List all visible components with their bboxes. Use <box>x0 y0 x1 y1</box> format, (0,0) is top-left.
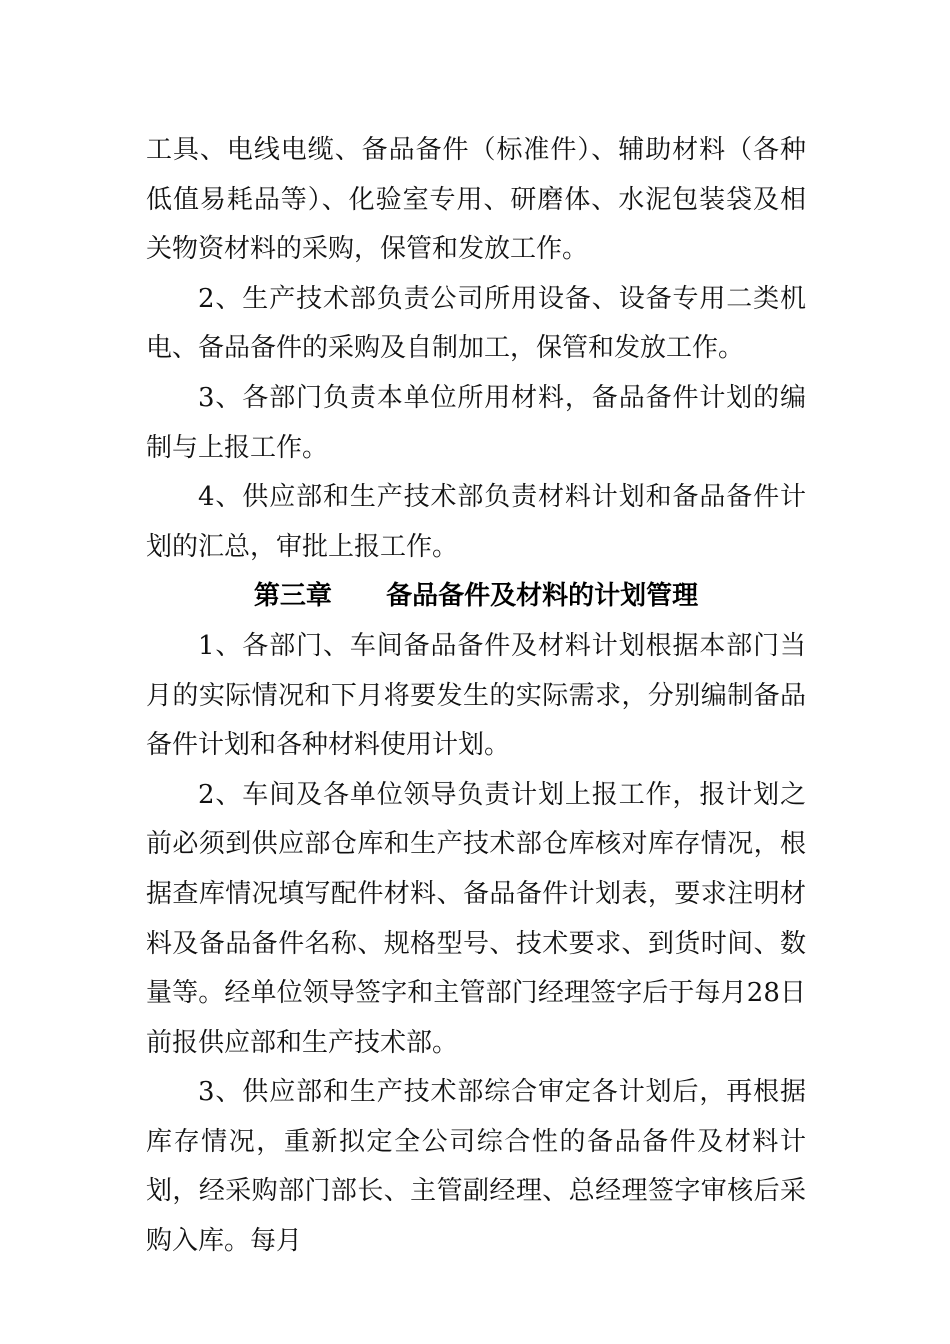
paragraph-continuation: 工具、电线电缆、备品备件（标准件）、辅助材料（各种低值易耗品等）、化验室专用、研磨体、水泥包装袋及相关物资材料的采购，保管和发放工作。 <box>146 135 806 265</box>
chapter3-paragraph-2: 2、车间及各单位领导负责计划上报工作，报计划之前必须到供应部仓库和生产技术部仓库核对库存情况，根据查库情况填写配件材料、备品备件计划表，要求注明材料及备品备件名称、规格型号、技术要求、到货时间、数量等。经单位领导签字和主管部门经理签字后于每月28日前报供应部和生产技术部。 <box>146 779 806 1058</box>
paragraph-item-4: 4、供应部和生产技术部负责材料计划和备品备件计划的汇总，审批上报工作。 <box>146 482 806 562</box>
chapter3-paragraph-1: 1、各部门、车间备品备件及材料计划根据本部门当月的实际情况和下月将要发生的实际需求，分别编制备品备件计划和各种材料使用计划。 <box>146 630 806 761</box>
document-body <box>146 126 806 1267</box>
chapter-heading: 第三章 备品备件及材料的计划管理 <box>253 581 699 612</box>
chapter3-paragraph-3: 3、供应部和生产技术部综合审定各计划后，再根据库存情况，重新拟定全公司综合性的备品备件及材料计划，经采购部门部长、主管副经理、总经理签字审核后采购入库。每月 <box>146 1077 806 1257</box>
paragraph-item-2: 2、生产技术部负责公司所用设备、设备专用二类机电、备品备件的采购及自制加工，保管和发放工作。 <box>146 283 806 364</box>
paragraph-item-3: 3、各部门负责本单位所用材料，备品备件计划的编制与上报工作。 <box>146 382 806 463</box>
